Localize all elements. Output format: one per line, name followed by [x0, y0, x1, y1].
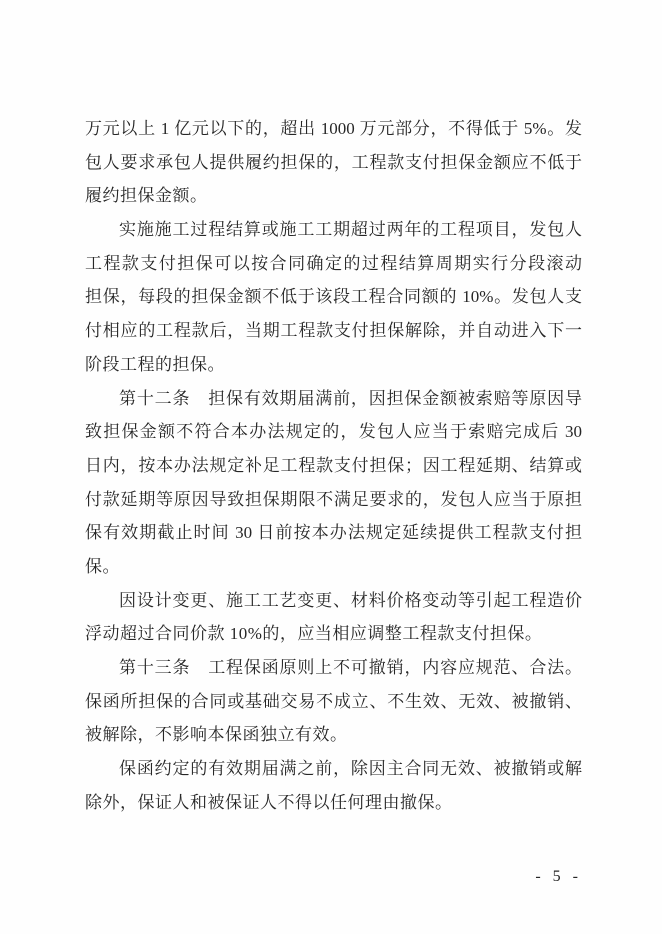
paragraph: [85, 584, 582, 651]
paragraph: [85, 112, 582, 213]
text-line: 第十三条 工程保函原则上不可撤销，内容应规范、合法。: [119, 658, 582, 677]
text-line: 阶段工程的担保。: [85, 354, 225, 374]
text-line: 万元以上 1 亿元以下的，超出 1000 万元部分，不得低于 5%。发: [85, 119, 582, 138]
text-line: 致担保金额不符合本办法规定的，发包人应当于索赔完成后 30: [85, 422, 582, 442]
text-line: 付相应的工程款后，当期工程款支付担保解除，并自动进入下一: [85, 321, 582, 341]
text-line: 付款延期等原因导致担保期限不满足要求的，发包人应当于原担: [85, 489, 582, 509]
text-line: 浮动超过合同价款 10%的，应当相应调整工程款支付担保。: [85, 624, 543, 644]
paragraph: [85, 382, 582, 584]
text-line: 被解除，不影响本保函独立有效。: [85, 725, 348, 745]
text-line: 包人要求承包人提供履约担保的，工程款支付担保金额应不低于: [85, 152, 582, 172]
text-line: 工程款支付担保可以按合同确定的过程结算周期实行分段滚动: [85, 253, 582, 273]
text-line: 担保，每段的担保金额不低于该段工程合同额的 10%。发包人支: [85, 287, 582, 307]
paragraph: [85, 651, 582, 752]
body-text: [85, 112, 582, 819]
text-line: 保。: [85, 556, 120, 576]
text-line: 第十二条 担保有效期届满前，因担保金额被索赔等原因导: [119, 388, 582, 408]
text-line: 保函约定的有效期届满之前，除因主合同无效、被撤销或解: [119, 759, 582, 779]
page-number: - 5 -: [535, 868, 582, 885]
text-line: 履约担保金额。: [85, 186, 208, 206]
text-line: 因设计变更、施工工艺变更、材料价格变动等引起工程造价: [119, 590, 582, 610]
paragraph: [85, 752, 582, 819]
text-line: 日内，按本办法规定补足工程款支付担保；因工程延期、结算或: [85, 455, 582, 475]
paragraph: [85, 213, 582, 381]
text-line: 保函所担保的合同或基础交易不成立、不生效、无效、被撤销、: [85, 691, 582, 711]
text-line: 实施施工过程结算或施工工期超过两年的工程项目，发包人: [119, 220, 582, 240]
text-line: 除外，保证人和被保证人不得以任何理由撤保。: [85, 792, 453, 812]
text-line: 保有效期截止时间 30 日前按本办法规定延续提供工程款支付担: [85, 523, 582, 543]
